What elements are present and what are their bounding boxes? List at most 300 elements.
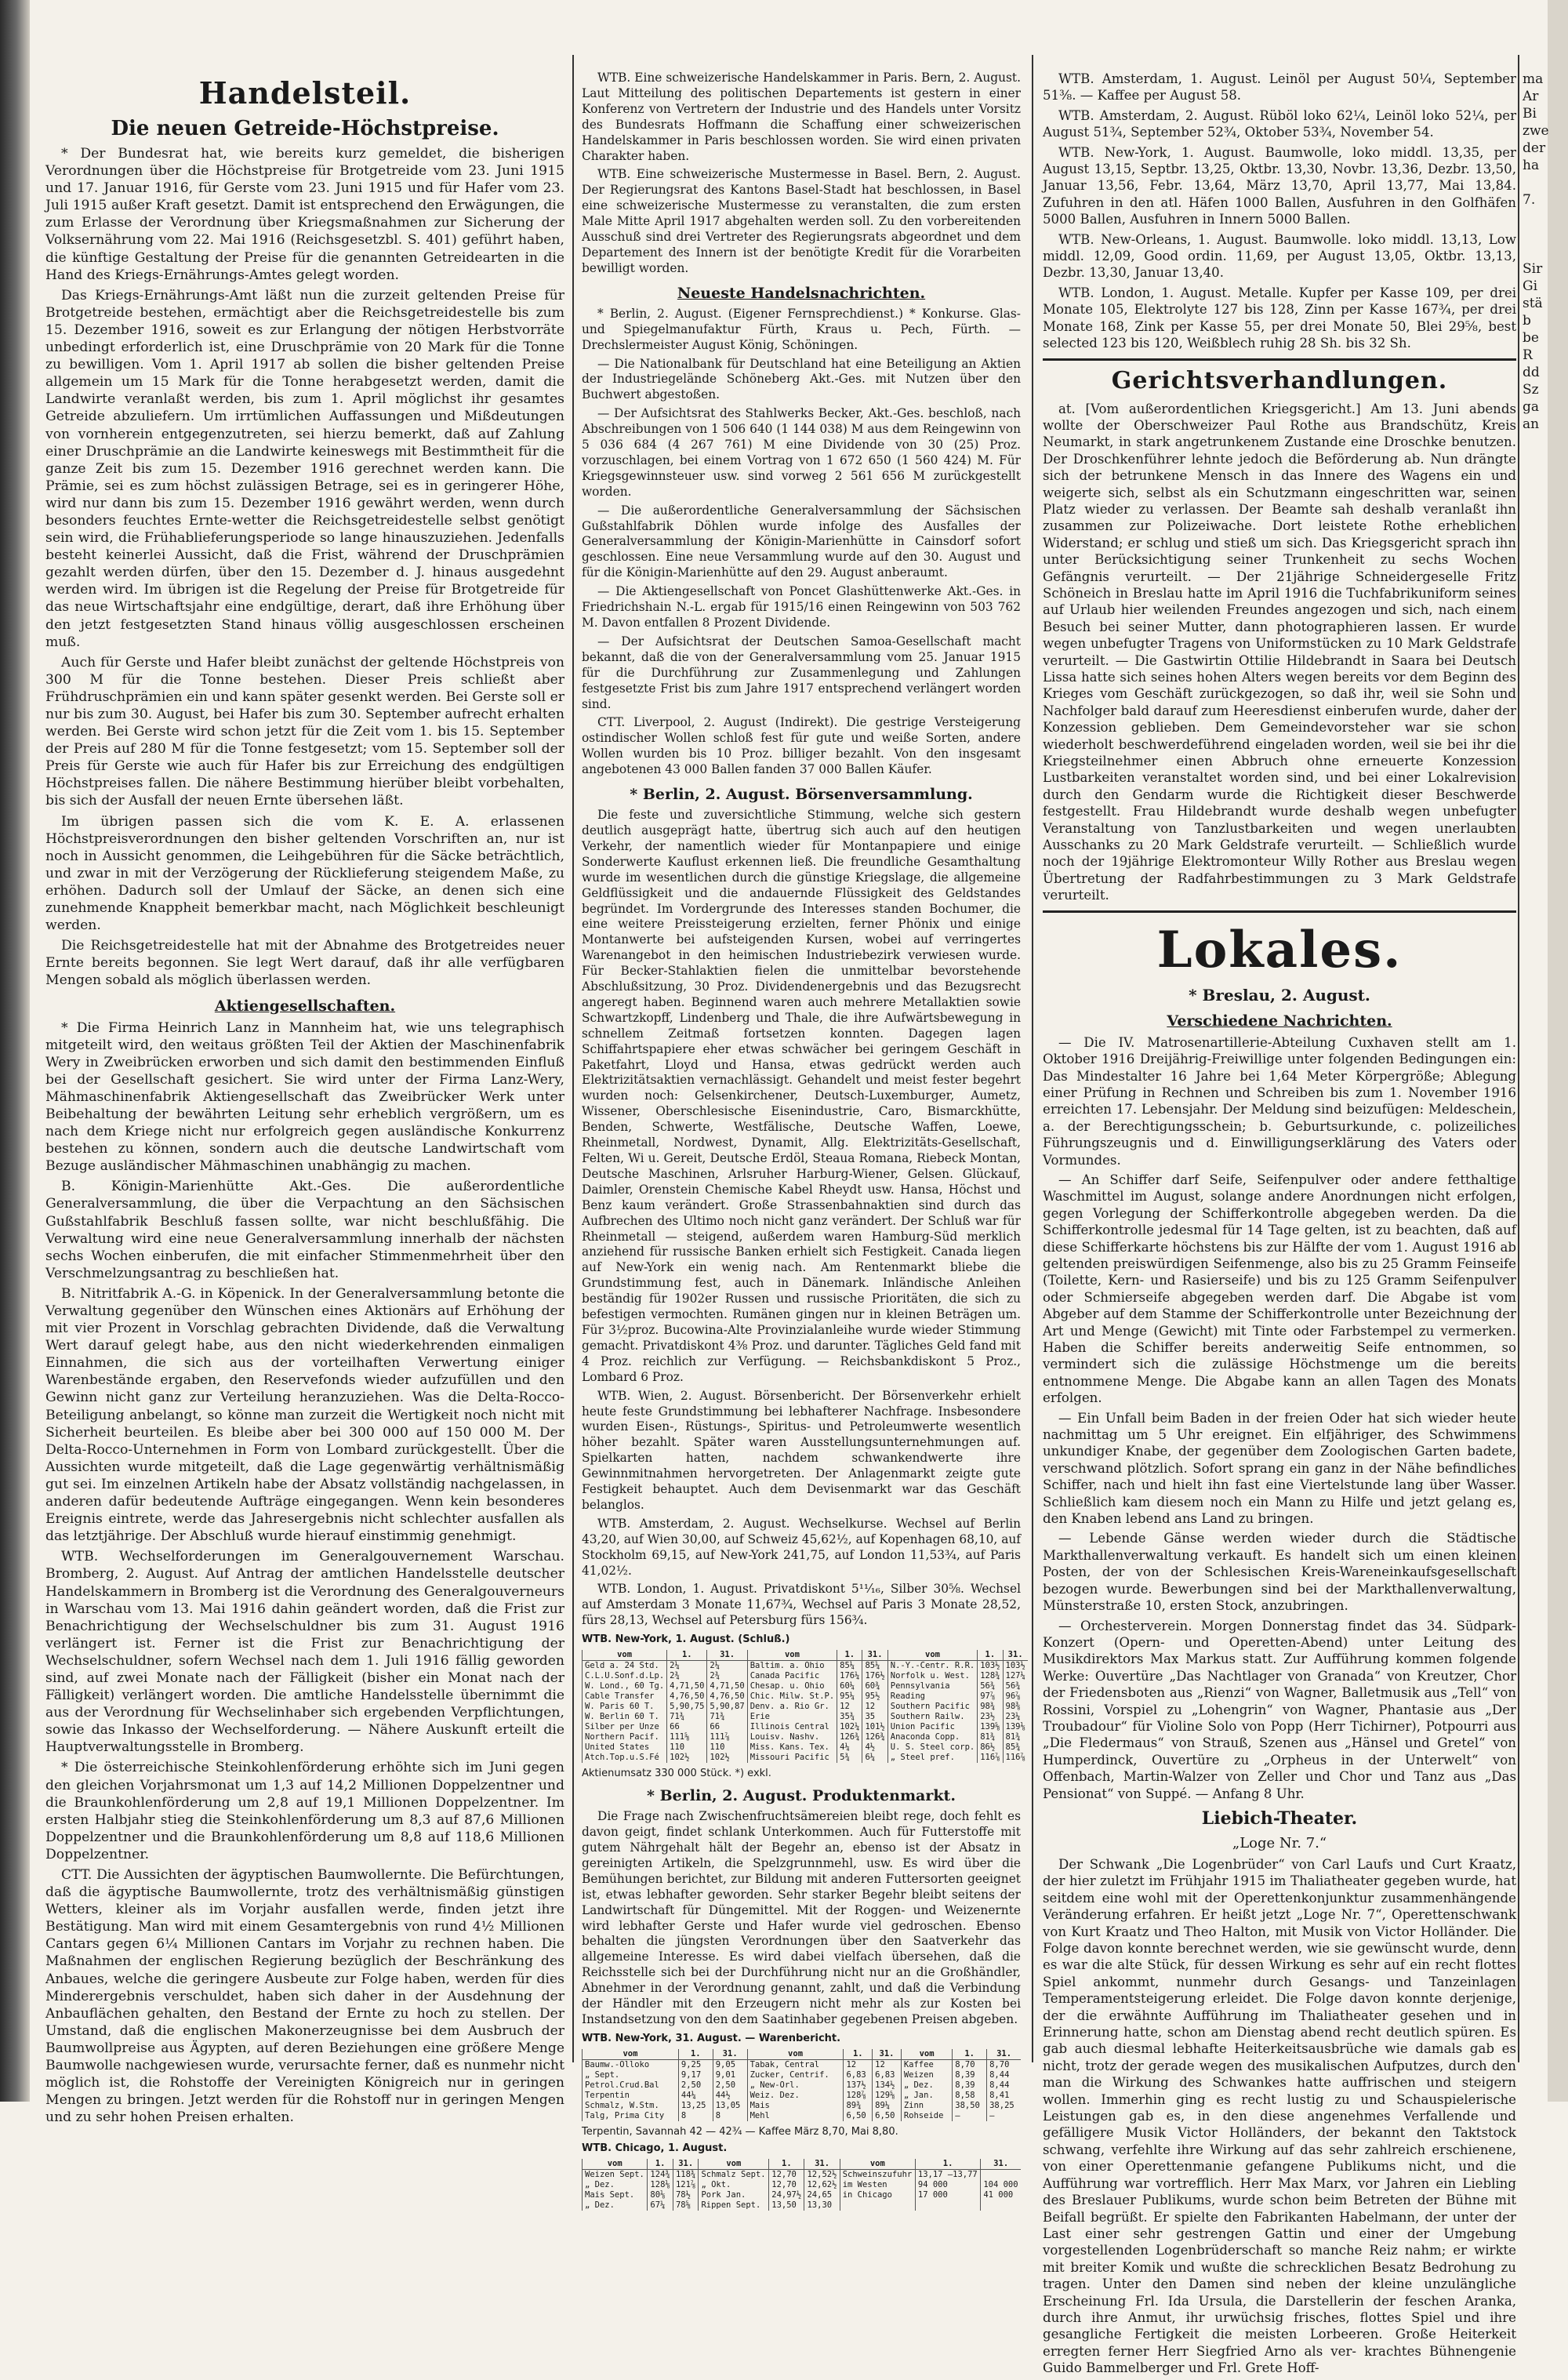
table-cell: Silber per Unze [583,1722,667,1732]
table-cell: 6,50 [873,2111,902,2121]
table-cell: 56¾ [1003,1681,1028,1691]
table-header-cell: vom [747,1650,837,1661]
subsection-title: * Berlin, 2. August. Produktenmarkt. [647,1787,956,1805]
table-cell: 78⅝ [673,2200,699,2211]
article-paragraph: Das Kriegs-Ernährungs-Amt läßt nun die zurzeit geltenden Preise für Brotgetreide bestehen, ermächtigt aber die Reichsgetreidestelle bis zum 15. Dezember 1916, soweit es zur Erlangung der nötigen Herbstvorräte unbedingt erforderlich ist, eine Druschprämie von 20 Mark für die Tonne zu bewilligen. Vom 1. April 1917 ab sollen die bisher geltenden Preise allgemein um 15 Mark für die Tonne herabgesetzt werden, damit die Landwirte veranlaßt werden, bis zum 1. April möglichst ihr gesamtes Getreide abzuliefern. Um irrtümlichen Auffassungen und Mißdeutungen von vornherein entgegenzutreten, sei hierzu bemerkt, daß auf Zahlung einer Druschprämie an die Landwirte keineswegs mit Bestimmtheit für die ganze Zeit bis zum 15. Dezember 1916 gerechnet werden kann. Die Prämie, sei es zum höchst zulässigen Betrage, sei es in geringerer Höhe, wird nur dann bis zum 15. Dezember 1916 gewährt werden, wenn durch besonders feuchtes Ernte-wetter die Reichsgetreidestelle selbst genötigt sein wird, die Frühablieferungsperiode so lange hinauszuziehen. Jedenfalls besteht keinerlei Aussicht, daß die Frist, während der Druschprämien gezahlt werden dürfen, über den 15. Dezember d. J. hinaus ausgedehnt werden wird. Im übrigen ist die Regelung der Preise für Brotgetreide für das neue Wirtschaftsjahr eine endgültige, derart, daß ihre Erhöhung über den jetzt festgesetzten Stand hinaus völlig ausgeschlossen erscheinen muß. [45,287,564,650]
table-header-cell: 31. [713,2049,747,2060]
cutoff-text-fragment [1523,209,1562,226]
cutoff-text-fragment: Sz [1523,382,1539,398]
column-3 [1043,71,1516,2380]
table-cell: 95½ [862,1691,887,1702]
table-cell: Southern Railw. [887,1712,977,1722]
table-header-cell: 31. [804,2159,840,2170]
table-cell: 78½ [673,2190,699,2200]
table-cell: 23½ [978,1712,1003,1722]
article-paragraph: — Die außerordentliche Generalversammlung der Sächsischen Gußstahlfabrik Döhlen wurde infolge des Ausfalles der Generalversammlung der Königin-Marienhütte in Cainsdorf sofort geschlossen. Eine neue Versammlung wurde auf den 30. August und für die Königin-Marienhütte auf den 29. August anberaumt. [582,503,1021,580]
table-cell: 85¼ [837,1661,862,1672]
table-cell: Mehl [747,2111,844,2121]
table-cell: Norfolk u. West. [887,1671,977,1681]
table-cell: Reading [887,1691,977,1702]
table-cell: 6,83 [873,2070,902,2080]
section-title: Lokales. [1156,920,1403,979]
section-rule [1043,358,1516,361]
table-cell: N.-Y.-Centr. R.R. [887,1661,977,1672]
table-cell: Kaffee [901,2059,952,2070]
table-cell: 8,39 [953,2070,987,2080]
table-cell: 126¾ [862,1732,887,1742]
cutoff-text-fragment: b [1523,313,1531,329]
table-cell: 96⅞ [1003,1691,1028,1702]
table-cell: 12 [873,2059,902,2070]
table-cell: „ Dez. [583,2180,648,2190]
table-row [583,1712,1028,1722]
table-cell: 13,30 [804,2200,840,2211]
cutoff-text-fragment: an [1523,416,1540,432]
table-header-cell: 31. [673,2159,699,2170]
table-header-row [583,2049,1022,2060]
table-cell: 137½ [844,2080,873,2091]
table-cell: 8,44 [987,2080,1021,2091]
table-row [583,1702,1028,1712]
table-footer: Aktienumsatz 330 000 Stück. *) exkl. [582,1768,771,1780]
table-cell: Weizen [901,2070,952,2080]
table-row [583,2059,1022,2070]
table-cell: Petrol.Crud.Bal [583,2080,679,2091]
column-1 [45,71,564,2129]
table-row [583,1671,1028,1681]
table-cell: 103½ [978,1661,1003,1672]
table-header-cell: 31. [873,2049,902,2060]
table-cell: 102¼ [837,1722,862,1732]
section-title: Gerichtsverhandlungen. [1111,366,1448,394]
table-cell: 126¾ [837,1732,862,1742]
table-row [583,2070,1022,2080]
table-cell: Weizen Sept. [583,2169,648,2180]
table-header-cell: 1. [837,1650,862,1661]
table-cell: 9,05 [713,2059,747,2070]
column-rule [1032,55,1033,2062]
table-header-cell: 31. [1003,1650,1028,1661]
table-cell: Baltim. a. Ohio [747,1661,837,1672]
table-cell: Denv. a. Rio Gr. [747,1702,837,1712]
table-cell: 56¾ [978,1681,1003,1691]
table-header-cell: 1. [769,2159,804,2170]
table-cell: Mais [747,2101,844,2111]
table-header-cell: 1. [915,2159,980,2170]
table-footer: Terpentin, Savannah 42 — 42¾ — Kaffee März 8,70, Mai 8,80. [582,2125,898,2138]
cutoff-text-fragment: der [1523,140,1546,156]
table-cell: 24,97½ [769,2190,804,2200]
table-cell: 5,90,87 [707,1702,747,1712]
table-cell: Terpentin [583,2091,679,2101]
table-row [583,1753,1028,1763]
subsection-title: Neueste Handelsnachrichten. [677,284,926,302]
table-row [583,1681,1028,1691]
cutoff-text-fragment: ga [1523,399,1540,415]
table-cell: 111⅝ [667,1732,707,1742]
table-cell: 6,83 [844,2070,873,2080]
table-cell [915,2200,980,2211]
headline: Die neuen Getreide-Höchstpreise. [111,117,499,140]
table-header-cell: 1. [648,2159,673,2170]
table-cell: Tabak, Central [747,2059,844,2070]
table-cell: Northern Pacif. [583,1732,667,1742]
table-cell: 12 [844,2059,873,2070]
article-paragraph: B. Königin-Marienhütte Akt.-Ges. Die außerordentliche Generalversammlung, die über die Verpachtung an den Sächsischen Gußstahlfabrik Beschluß fassen sollte, war nicht beschlußfähig. Die Verwaltung wird eine neue Generalversammlung innerhalb der nächsten sechs Wochen einberufen, die mit einfacher Stimmenmehrheit über den Verschmelzungsantrag zu beschließen hat. [45,1179,564,1281]
cutoff-text-fragment: Ar [1523,89,1539,104]
table-cell: 2,50 [678,2080,713,2091]
table-header-cell: 31. [987,2049,1021,2060]
table-cell: 121⅞ [673,2180,699,2190]
article-paragraph: WTB. Wien, 2. August. Börsenbericht. Der Börsenverkehr erhielt heute feste Grundstimmung bei lebhafterer Nachfrage. Insbesondere wurden Eisen-, Rüstungs-, Spiritus- und Petroleumwerte wesentlich höher bezahlt. Später waren Ausstellungsunternehmungen auf. Spielkarten hatten, nachdem schwankendwerte ihre Gewinnmitnahmen hervorgetreten. Der Anlagenmarkt zeigte gute Festigkeit behauptet. Auch dem Devisenmarkt war das Geschäft belanglos. [582,1388,1021,1512]
table-cell: 128⅞ [844,2091,873,2101]
table-cell: 102½ [667,1753,707,1763]
article-paragraph: — Der Aufsichtsrat des Stahlwerks Becker, Akt.-Ges. beschloß, nach Abschreibungen von 1 506 640 (1 144 038) M aus dem Reingewinn von 5 036 684 (4 267 761) M eine Dividende von 30 (25) Proz. vorzuschlagen, bei einem Vortrag von 1 672 650 (1 560 424) M. Für Kriegsgewinnsteuer usw. sind vorweg 2 561 656 M zurückgestellt worden. [582,406,1021,499]
table-cell: 8,70 [987,2059,1021,2070]
table-row [583,2169,1022,2180]
table-cell: 86½ [978,1742,1003,1753]
article-paragraph: WTB. Amsterdam, 1. August. Leinöl per August 50¼, September 51⅜. — Kaffee per August 58. [1043,71,1516,104]
table-cell: W. Paris 60 T. [583,1702,667,1712]
table-cell: Miss. Kans. Tex. [747,1742,837,1753]
table-cell: 102½ [707,1753,747,1763]
table-cell: Schweinszufuhr [840,2169,915,2180]
table-header-cell: 31. [707,1650,747,1661]
article-paragraph: Im übrigen passen sich die vom K. E. A. erlassenen Höchstpreisverordnungen den bisher geltenden Vorschriften an, nur ist noch in Aussicht genommen, die Leihgebühren für die Säcke beträchtlich, und zwar in mit der Verzögerung der Rücklieferung steigendem Maße, zu erhöhen. Dadurch soll der Umlauf der Säcke, an denen sich eine zunehmende Knappheit bemerkbar macht, nach Möglichkeit beschleunigt werden. [45,813,564,934]
table-cell: 12,70 [769,2169,804,2180]
table-cell: 89¾ [844,2101,873,2111]
table-cell: 13,50 [769,2200,804,2211]
subsection-title: * Berlin, 2. August. Börsenversammlung. [630,786,973,804]
article-paragraph: — Ein Unfall beim Baden in der freien Oder hat sich wieder heute nachmittag um 5 Uhr ereignet. Ein elfjähriger, des Schwimmens unkundiger Knabe, der gegenüber dem Zoologischen Garten badete, verschwand plötzlich. Sofort sprang ein ganz in der Nähe befindliches Schiffer, nach und hielt ihn fast eine Viertelstunde lang über Wasser. Schließlich kam diesem noch ein Mann zu Hilfe und jetzt gelang es, den Knaben lebend ans Land zu bringen. [1043,1410,1516,1527]
table-cell: 95¼ [837,1691,862,1702]
section-title: Handelsteil. [198,75,412,111]
table-cell: „ Dez. [583,2200,648,2211]
table-cell: Missouri Pacific [747,1753,837,1763]
article-paragraph: Die Reichsgetreidestelle hat mit der Abnahme des Brotgetreides neuer Ernte bereits begonnen. Sie legt Wert darauf, daß ihr alle verfügbaren Mengen sobald als möglich überlassen werden. [45,938,564,989]
table-row [583,2080,1022,2091]
table-header-cell: vom [901,2049,952,2060]
table-cell: 80⅛ [648,2190,673,2200]
table-cell: „ Steel pref. [887,1753,977,1763]
article-paragraph: — An Schiffer darf Seife, Seifenpulver oder andere fetthaltige Waschmittel im August, solange andere Anordnungen nicht erfolgen, gegen Vorlegung der Schifferkontrolle abgegeben werden. Da die Schifferkontrolle jedesmal für 14 Tage gelten, ist zu beachten, daß auf diese Schifferkarte höchstens bis zur Hälfte der vom 1. August 1916 ab geltenden preiswürdigen Seifenmenge, also bis zu 25 Gramm Feinseife (Toilette, Kern- und Rasierseife) und bis zu 125 Gramm Seifenpulver oder Schmierseife abgegeben werden darf. Die Abgabe ist vom Abgeber auf dem Stamme der Schifferkontrolle unter Bezeichnung der Art und Menge (Gewicht) mit Tinte oder Farbstempel zu vermerken. Haben die Schiffer bereits anderweitig Seife entnommen, so vermindert sich die zulässige Höchstmenge um die bereits entnommene Menge. Die Abgabe kann an allen Tagen des Monats erfolgen. [1043,1172,1516,1406]
table-cell [981,2200,1021,2211]
market-table [582,2159,1021,2211]
table-cell: 17 000 [915,2190,980,2200]
table-cell: 67¼ [648,2200,673,2211]
article-paragraph: WTB. Amsterdam, 2. August. Wechselkurse. Wechsel auf Berlin 43,20, auf Wien 30,00, auf Schweiz 45,62½, auf Kopenhagen 68,10, auf Stockholm 69,15, auf New-York 241,75, auf London 11,53¾, auf Paris 41,02½. [582,1516,1021,1578]
table-row [583,1742,1028,1753]
subsection-title: Liebich-Theater. [1201,1808,1358,1829]
table-row [583,2180,1022,2190]
table-cell: Southern Pacific [887,1702,977,1712]
article-paragraph: * Berlin, 2. August. (Eigener Fernsprechdienst.) * Konkurse. Glas- und Spiegelmanufaktur Fürth, Kraus u. Pech, Fürth. — Drechslermeister August König, Schöningen. [582,306,1021,352]
table-cell: 12,62½ [804,2180,840,2190]
table-cell: 4,71,50 [707,1681,747,1691]
table-cell: 38,50 [953,2101,987,2111]
table-cell: 4¼ [837,1742,862,1753]
table-header-cell: vom [583,1650,667,1661]
table-cell: Rippen Sept. [699,2200,769,2211]
table-cell: C.L.U.Sonf.d.Lp. [583,1671,667,1681]
table-cell: 81¾ [978,1732,1003,1742]
table-cell: 124¾ [648,2169,673,2180]
table-cell: — [953,2111,987,2121]
table-cell: 41 000 [981,2190,1021,2200]
table-cell: W. Lond., 60 Tg. [583,1681,667,1691]
table-cell: 24,65 [804,2190,840,2200]
play-title: „Loge Nr. 7.“ [1232,1834,1327,1851]
table-cell: 13,05 [713,2101,747,2111]
table-cell: Chic. Milw. St.P. [747,1691,837,1702]
table-cell: 2¾ [707,1671,747,1681]
article-paragraph: * Die Firma Heinrich Lanz in Mannheim hat, wie uns telegraphisch mitgeteilt wird, den weitaus größten Teil der Aktien der Maschinenfabrik Wery in Zweibrücken erworben und sich damit den bestimmenden Einfluß bei der Gesellschaft gesichert. Sie wird unter der Firma Lanz-Wery, Mähmaschinenfabrik Aktiengesellschaft das Zweibrücker Werk unter Beibehaltung der bewährten Leitung sehr erheblich vergrößern, um es nach dem Kriege nicht nur erfolgreich gegen ausländische Konkurrenz bestehen zu können, sondern auch die deutsche Landwirtschaft vom Bezuge ausländischer Mähmaschinen unabhängig zu machen. [45,1019,564,1175]
table-cell: 97⅞ [978,1691,1003,1702]
table-cell: 71¾ [707,1712,747,1722]
table-cell: 9,17 [678,2070,713,2080]
table-cell: Weiz. Dez. [747,2091,844,2101]
table-cell: 2¼ [667,1661,707,1672]
table-cell: im Westen [840,2180,915,2190]
table-cell: 176½ [862,1671,887,1681]
article-paragraph: WTB. Eine schweizerische Handelskammer in Paris. Bern, 2. August. Laut Mitteilung des politischen Departements ist gestern in einer Konferenz von Vertretern der Industrie und des Handels unter Vorsitz des Bundesrats Hoffmann die Schaffung einer schweizerischen Handelskammer in Paris beschlossen worden. Sie wird einen privaten Charakter haben. [582,71,1021,163]
table-cell: 44¼ [678,2091,713,2101]
table-header-cell: vom [747,2049,844,2060]
table-cell [840,2200,915,2211]
table-cell: 8,44 [987,2070,1021,2080]
table-cell: 4,76,50 [667,1691,707,1702]
table-cell: 35¾ [837,1712,862,1722]
table-cell: 139⅝ [978,1722,1003,1732]
article-paragraph: Der Schwank „Die Logenbrüder“ von Carl Laufs und Curt Kraatz, der hier zuletzt im Frühjahr 1915 im Thaliatheater gegeben wurde, hat seitdem eine wohl mit der Operettenkonjunktur zusammenhängende Veränderung erfahren. Er heißt jetzt „Loge Nr. 7“, Operettenschwank von Kurt Kraatz und Theo Halton, mit Musik von Victor Holländer. Die Folge davon konnte berechnet werden, wie sie gewünscht wurde, denn es war die alte Stück, für dessen Wirkung es sehr auf ein recht flottes Spiel ankommt, nunmehr durch Gesangs- und Tanzeinlagen Temperamentsteigerung erleidet. Die Folge davon konnte derjenige, der die erwähnte Aufführung im Thaliatheater gesehen und in Erinnerung hatte, schon am Dienstag abend recht deutlich spüren. Es gab auch diesmal lebhafte Heiterkeitsausbrüche wie damals gab es nicht, trotz der gerade wegen des musikalischen Aufputzes, durch den man die Wirkung des Schwankes hatte auffrischen und steigern wollen. Immerhin ging es recht lustig zu und Schauspielerische Leistungen gab es, in den diese angenehmes Verfallende und gefälligere Musik Victor Holländers, der bekannt den Taktstock schwang, verfehlte ihre Wirkung auf das sehr zahlreich erschienene, von einer Operettenmanie gefangene Publikums nicht, und die Aufführung war vortrefflich. Herr Max Marx, vor Jahren ein Liebling des Breslauer Publikums, wurde schon beim Betreten der Bühne mit Beifall begrüßt. Er spielte den Fabrikanten Habelmann, der unter der Last einer sehr gestrengen Gattin und einer der Umgebung vorgestellenden Logenbrüderschaft so manche Reiz nahm; er wirkte mit breiter Komik und wußte die schrecklichen Besatz Bedrohung zu tragen. Unter den Damen sind neben der kleine unzulängliche Erscheinung Frl. Ida Ursula, die Darstellerin der feschen Aranka, durch ihre Anmut, ihr urwüchsig frisches, flottes Spiel und ihre gesangliche Fertigkeit die meisten Lorbeeren. Große Heiterkeit erregten ferner Herr Siegfried Arno als ver- krachtes Bühnengenie Guido Bammelberger und Frl. Grete Hoff- [1043,1856,1516,2376]
cutoff-text-fragment [1523,226,1562,243]
cutoff-text-fragment: dd [1523,365,1540,380]
table-cell: Pennsylvania [887,1681,977,1691]
table-cell: 111⅞ [707,1732,747,1742]
table-cell: 60¼ [837,1681,862,1691]
cutoff-text-fragment [1523,174,1562,191]
article-paragraph: Die feste und zuversichtliche Stimmung, welche sich gestern deutlich ausgeprägt hatte, übertrug sich auch auf den heutigen Verkehr, der namentlich wieder für Montanpapiere und einige Sonderwerte Kauflust erkennen ließ. Die freundliche Gesamthaltung wurde im wesentlichen durch die günstige Kriegslage, die allgemeine Geldflüssigkeit und die andauernde Flüssigkeit des Geldstandes begründet. Im Vordergrunde des Interesses standen Bochumer, die eine weitere Preissteigerung erzielten, ferner Phönix und einige Montanwerte bei aufsteigenden Kursen, wobei auf verringertes Warenangebot in den heimischen Industriebezirk verwiesen wurde. Für Becker-Stahlaktien fielen die unmittelbar bevorstehende Abschlußsitzung, 30 Proz. Dividendenergebnis und das Bezugsrecht angeregt haben. Beginnend waren auch mehrere Metallaktien sowie Schwartzkopff, Lindenberg und Thale, die ihre Aufwärtsbewegung in schnellem Zeitmaß fortsetzen konnten. Dagegen lagen Schiffahrtspapiere eher etwas schwächer bei geringem Geschäft in Paketfahrt, Lloyd und Hansa, etwas gedrückt werden auch Elektrizitätsaktien vernachlässigt. Gehandelt und meist fester begehrt wurden noch: Gelsenkirchener, Deutsch-Luxemburger, Aumetz, Wissener, Oberschlesische Eisenindustrie, Caro, Bismarckhütte, Benden, Schwerte, Westfälische, Deutsche Waffen, Loewe, Rheinmetall, Nordwest, Dynamit, Allg. Elektrizitäts-Gesellschaft, Felten, Wi u. Gereit, Deutsche Erdöl, Steaua Romana, Riebeck Montan, Deutsche Maschinen, Arlsruher Harburg-Wiener, Gelsen. Glückauf, Daimler, Orenstein Chemische Kabel Rheydt usw. Hansa, Höchst und Benz kaum verändert. Große Strassenbahnaktien sind durch das Aufbrechen des Ultimo noch nicht ganz verändert. Der Schluß war für Rheinmetall — steigend, außerdem waren Hamburg-Süd merklich anziehend für russische Banken erhielt sich Festigkeit. Canada liegen auf New-York ein wenig nach. Am Rentenmarkt bliebe die Grundstimmung fest, auch in Dänemark. Inländische Anleihen beständig für 1902er Russen und russische Prioritäten, die sich zu befestigen vermochten. Rumänen gingen nur in kleinen Beträgen um. Für 3½proz. Bucowina-Alte Provinzialanleihe wurde wieder Stimmung gemacht. Privatdiskont 4⅜ Proz. und darunter. Tägliches Geld fand mit 4 Proz. reichlich zur Verfügung. — Reichsbankdiskont 5 Proz., Lombard 6 Proz. [582,808,1021,1384]
table-cell: Pork Jan. [699,2190,769,2200]
article-paragraph: WTB. Amsterdam, 2. August. Rüböl loko 62¼, Leinöl loko 52¼, per August 51¾, September 52¾, Oktober 53¾, November 54. [1043,107,1516,140]
cutoff-text-fragment: Gi [1523,278,1538,294]
table-cell: Cable Transfer [583,1691,667,1702]
market-table [582,1650,1028,1763]
table-row [583,2200,1022,2211]
table-cell: 5¾ [837,1753,862,1763]
table-cell: 44½ [713,2091,747,2101]
table-cell: 85¼ [862,1661,887,1672]
table-cell: 101½ [862,1722,887,1732]
table-cell: 129⅝ [873,2091,902,2101]
table-cell: 8,58 [953,2091,987,2101]
table-header-cell: 1. [667,1650,707,1661]
table-header-cell: vom [699,2159,769,2170]
table-row [583,1691,1028,1702]
cutoff-text-fragment [1523,243,1562,260]
column-2 [582,71,1025,2215]
cutoff-text-fragment: ma [1523,71,1544,87]
table-cell: 2¾ [667,1671,707,1681]
article-paragraph: WTB. New-York, 1. August. Baumwolle, loko middl. 13,35, per August 13,15, Septbr. 13,25, Oktbr. 13,30, Novbr. 13,36, Dezbr. 13,50, Januar 13,56, Febr. 13,64, März 13,70, April 13,77, Mai 13,84. Zufuhren in den atl. Häfen 1000 Ballen, Ausfuhren in den Golfhäfen 5000 Ballen, Ausfuhren in Innern 5000 Ballen. [1043,144,1516,227]
cutoff-text-fragment: Bi [1523,106,1537,122]
table-cell: 60¾ [862,1681,887,1691]
table-cell: „ Okt. [699,2180,769,2190]
table-cell: 98¾ [978,1702,1003,1712]
table-cell: Canada Pacific [747,1671,837,1681]
table-cell: Illinois Central [747,1722,837,1732]
table-cell: „ Sept. [583,2070,679,2080]
table-header-cell: 1. [678,2049,713,2060]
article-paragraph: * Der Bundesrat hat, wie bereits kurz gemeldet, die bisherigen Verordnungen über die Höchstpreise für Brotgetreide vom 23. Juni 1915 und 17. Januar 1916, für Gerste vom 23. Juni 1915 und für Hafer vom 23. Juli 1915 außer Kraft gesetzt. Damit ist entsprechend den Erwägungen, die zum Erlasse der Verordnung über Kriegsmaßnahmen zur Sicherung der Volksernährung vom 22. Mai 1916 (Reichsgesetzbl. S. 401) geführt haben, die künftige Gestaltung der Preise für die genannten Getreidearten in die Hand des Kriegs-Ernährungs-Amtes gelegt worden. [45,146,564,283]
table-row [583,2091,1022,2101]
table-cell: U. S. Steel corp. [887,1742,977,1753]
table-cell: 127¼ [1003,1671,1028,1681]
table-cell: W. Berlin 60 T. [583,1712,667,1722]
dateline: * Breslau, 2. August. [1189,985,1370,1005]
article-paragraph: WTB. London, 1. August. Metalle. Kupfer per Kasse 109, per drei Monate 105, Elektrolyte 127 bis 128, Zinn per Kasse 167¾, per drei Monate 168, Zink per Kasse 55, per drei Monate 50, Blei 29⅝, best selected 123 bis 120, Weißblech ruhig 28 Sh. bis 32 Sh. [1043,285,1516,351]
table-cell: Zinn [901,2101,952,2111]
article-paragraph: WTB. Wechselforderungen im Generalgouvernement Warschau. Bromberg, 2. August. Auf Antrag der amtlichen Handelsstelle deutscher Handelskammern in Bromberg ist die Verordnung des Generalgouverneurs in Warschau vom 13. Mai 1916 dahin geändert worden, daß die Frist zur Benachrichtigung der Wechselschuldner bis zum 31. August 1916 verlängert ist. Ferner ist die Frist zur Benachrichtigung der Wechselschuldner, sofern Wechsel nach dem 1. Juli 1916 fällig geworden sind, auf zwei Monate nach der Fälligkeit (bisher ein Monat nach der Fälligkeit) verlängert worden. Die amtliche Handelsstelle übernimmt die aus der Verordnung für Wechselinhaber sich ergebenden Verpflichtungen, sowie das Inkasso der Wechselforderung. — Nähere Auskunft erteilt die Hauptverwaltungsstelle in Bromberg. [45,1549,564,1756]
table-cell: United States [583,1742,667,1753]
table-cell: 4,76,50 [707,1691,747,1702]
table-cell: 176¼ [837,1671,862,1681]
table-row [583,1732,1028,1742]
subsection-title: Aktiengesellschaften. [214,997,396,1015]
article-paragraph: * Die österreichische Steinkohlenförderung erhöhte sich im Juni gegen den gleichen Vorjahrsmonat um 1,3 auf 14,2 Millionen Doppelzentner und die Braunkohlenförderung um 2,8 auf 19,1 Millionen Doppelzentner. Im ersten Halbjahr stieg die Steinkohlenförderung um 8,3 auf 87,6 Millionen Doppelzentner und die Braunkohlenförderung um 8,8 auf 118,6 Millionen Doppelzentner. [45,1760,564,1862]
table-cell: 13,25 [678,2101,713,2111]
article-paragraph: WTB. Eine schweizerische Mustermesse in Basel. Bern, 2. August. Der Regierungsrat des Kantons Basel-Stadt hat beschlossen, in Basel eine schweizerische Mustermesse zu veranstalten, die zum ersten Male Mitte April 1917 abgehalten werden soll. Zu den vorbereitenden Ausschuß sind drei Vertreter des Regierungsrats abgeordnet und dem Departement des Innern ist der benötigte Kredit für die Vorarbeiten bewilligt worden. [582,167,1021,275]
table-title: WTB. New-York, 31. August. — Warenbericht. [582,2032,841,2044]
table-cell: 71¾ [667,1712,707,1722]
article-paragraph: CTT. Liverpool, 2. August (Indirekt). Die gestrige Versteigerung ostindischer Wollen schloß fest für gute und weiße Sorten, andere Wollen wurden bis 10 Proz. billiger bezahlt. Von den insgesamt angebotenen 43 000 Ballen fanden 37 000 Ballen Käufer. [582,715,1021,777]
article-paragraph: — Der Aufsichtsrat der Deutschen Samoa-Gesellschaft macht bekannt, daß die von der Generalversammlung vom 25. Januar 1915 für die Durchführung zur Zusammenlegung und Zahlungen festgesetzte Frist bis zum Jahre 1917 entsprechend verlängert worden sind. [582,634,1021,711]
table-cell: 98⅜ [1003,1702,1028,1712]
table-header-cell: 31. [862,1650,887,1661]
table-cell: 8,39 [953,2080,987,2091]
table-cell: 4,71,50 [667,1681,707,1691]
column-4-cutoff [1523,71,1562,433]
table-cell: 8 [713,2111,747,2121]
table-header-cell: 1. [953,2049,987,2060]
table-cell: Schmalz Sept. [699,2169,769,2180]
table-cell: 104 000 [981,2180,1021,2190]
table-cell: Schmalz, W.Stm. [583,2101,679,2111]
table-row [583,2190,1022,2200]
article-paragraph: — Die Nationalbank für Deutschland hat eine Beteiligung an Aktien der Industriegelände Schöneberg Akt.-Ges. mit Nutzen über den Buchwert abgestoßen. [582,356,1021,402]
article-paragraph: CTT. Die Aussichten der ägyptischen Baumwollernte. Die Befürchtungen, daß die ägyptische Baumwollernte, trotz des verhältnismäßig günstigen Wetters, kleiner als im Vorjahr ausfallen werde, finden jetzt ihre Bestätigung. Man wird mit einem Gesamtergebnis von rund 4½ Millionen Cantars gegen 6¼ Millionen Cantars im Vorjahr zu rechnen haben. Die Maßnahmen der englischen Regierung bezüglich der Beschränkung des Anbaues, welche die geringere Ausbeute zur Folge haben, werden für dies Minderergebnis verschuldet, haben sich daher in der Ausdehnung der Anbauflächen gehalten, den Bestand der Ernte zu hoch zu stellen. Der Umstand, daß die englischen Makonerzeugnisse bei dem Ausbruch der Baumwollpreise aus Ägypten, auf deren Beziehungen eine größere Menge Baumwolle nachgewiesen wurde, verursachte ferner, daß es nunmehr nicht möglich ist, die Rohstoffe der Vereinigten Königreich nur in geringen Mengen zu bringen. Jetzt werden für die Rohstoff nur in geringen Mengen und zu sehr hohen Preisen erhalten. [45,1867,564,2126]
article-paragraph: WTB. New-Orleans, 1. August. Baumwolle. loko middl. 13,13, Low middl. 12,09, Good ordin. 11,69, per August 13,05, Oktbr. 13,13, Dezbr. 13,30, Januar 13,40. [1043,231,1516,281]
cutoff-text-fragment: ha [1523,158,1540,173]
cutoff-text-fragment: be [1523,330,1539,346]
table-header-row [583,1650,1028,1661]
table-cell: „ Dez. [901,2080,952,2091]
table-cell: 35 [862,1712,887,1722]
market-table [582,2049,1021,2121]
table-header-row [583,2159,1022,2170]
table-cell: 66 [667,1722,707,1732]
table-cell: 9,01 [713,2070,747,2080]
table-cell: 8,41 [987,2091,1021,2101]
article-paragraph: Die Frage nach Zwischenfruchtsämereien bleibt rege, doch fehlt es davon geigt, findet schlank Unterkommen. Auch für Futterstoffe mit gutem Nährgehalt hält der Begehr an, ebenso ist der Absatz in gereinigten Artikeln, die Spelzgrunnmehl, usw. Es wird über die Bemühungen berichtet, zur Bildung mit anderen Futtersorten geeignet ist, etwas lebhafter geworden. Sehr starker Begehr bleibt seitens der Landwirtschaft für Düngemittel. Mit der Roggen- und Weizenernte wird lebhafter Gerste und Hafer wurde viel gedroschen. Ebenso behalten die jüngsten Verordnungen über den Saatverkehr das allgemeine Interesse. Es wird dabei vielfach übersehen, daß die Reichsstelle sich bei der Durchführung nicht nur an die Großhändler, Abnehmer in der Verordnung genannt, zahlt, und daß die Verbindung der Händler mit den Erzeugern nicht mehr als zur Kosten bei Instandsetzung von den dem Saatinhaber gegebenen Preisen abgeben. [582,1809,1021,2026]
table-cell: 134½ [873,2080,902,2091]
table-cell: 128⅛ [648,2180,673,2190]
table-cell: 5,90,75 [667,1702,707,1712]
cutoff-text-fragment: Sir [1523,261,1543,277]
table-cell: Erie [747,1712,837,1722]
table-cell: 6,50 [844,2111,873,2121]
table-header-cell: 1. [978,1650,1003,1661]
table-cell: „ New-Orl. [747,2080,844,2091]
table-row [583,1722,1028,1732]
table-cell: Anaconda Copp. [887,1732,977,1742]
table-cell: 23¼ [1003,1712,1028,1722]
table-cell: 110 [667,1742,707,1753]
table-cell: 12 [837,1702,862,1712]
table-cell: 94 000 [915,2180,980,2190]
table-cell: Mais Sept. [583,2190,648,2200]
article-paragraph: — Die IV. Matrosenartillerie-Abteilung Cuxhaven stellt am 1. Oktober 1916 Dreijährig-Freiwillige unter folgenden Bedingungen ein: Das Mindestalter 16 Jahre bei 1,64 Meter Körpergröße; Ablegung einer Prüfung in Rechnen und Schreiben bis zum 1. November 1916 erreichten 17. Lebensjahr. Der Meldung sind beizufügen: Meldeschein, a. der Berechtigungsschein; b. Geburtsurkunde, c. polizeiliches Führungszeugnis und d. Einwilligungserklärung des Vaters oder Vormundes. [1043,1034,1516,1168]
table-header-cell: vom [583,2159,648,2170]
table-cell: 66 [707,1722,747,1732]
table-cell: 81¾ [1003,1732,1028,1742]
table-title: WTB. New-York, 1. August. (Schluß.) [582,1633,790,1646]
section-rule [1043,910,1516,913]
table-cell: 116⅞ [978,1753,1003,1763]
table-header-cell: vom [840,2159,915,2170]
table-row [583,2101,1022,2111]
table-row [583,1661,1028,1672]
table-cell: Atch.Top.u.S.Fé [583,1753,667,1763]
table-cell: — [987,2111,1021,2121]
article-paragraph: at. [Vom außerordentlichen Kriegsgericht.] Am 13. Juni abends wollte der Oberschweizer Paul Rothe aus Brandschütz, Kreis Neumarkt, in stark angetrunkenem Zustande eine Droschke benutzen. Der Droschkenführer lehnte jedoch die Beförderung ab. Nun drängte sich der betrunkene Mensch in das Innere des Wagens ein und weigerte sich, selbst als ein Schutzmann eingeschritten war, seinen Platz wieder zu verlassen. Der Beamte sah deshalb veranlaßt ihn zusammen zur Polizeiwache. Dort leistete Rothe erheblichen Widerstand; er schlug und stieß um sich. Das Kriegsgericht sprach ihn unter Berücksichtigung seiner Trunkenheit zu sechs Wochen Gefängnis verurteilt. — Der 21jährige Schneidergeselle Fritz Schöneich in Breslau hatte im April 1916 die Tuchfabrikuniform seines auf Urlaub hier weilenden Freundes angezogen und sich, nach einem Besuch bei seiner Mutter, dann photographieren lassen. Er wurde wegen unbefugter Tragens von Uniformstücken zu 10 Mark Geldstrafe verurteilt. — Die Gastwirtin Ottilie Hildebrandt in Saara bei Deutsch Lissa hatte sich seines hohen Alters wegen bereits vor dem Beginn des Krieges vom Geschäft zurückgezogen, so daß ihr, weil sie Sohn und Nachfolger bald darauf zum Heeresdienst einberufen wurde, daher der Konzession geblieben. Dem Gemeindevorsteher war sie schon wiederholt beschwerdeführend eingeladen worden, weil sie bei ihr die Kriegsteilnehmer einen Abbruch ohne erneuerte Konzession Lustbarkeiten veranstaltet worden sind, und bei einer Lokalrevision durch den Gendarm wurde die Richtigkeit dieser Beschwerde festgestellt. Frau Hildebrandt wurde deshalb wegen unbefugter Veranstaltung von Tanzlustbarkeiten und wegen unerlaubten Ausschanks zu 20 Mark Geldstrafe verurteilt. — Schließlich wurde noch der 19jährige Elektromonteur Willy Rother aus Breslau wegen Übertretung der Radfahrbestimmungen zu 3 Mark Geldstrafe verurteilt. [1043,401,1516,903]
table-cell: Louisv. Nashv. [747,1732,837,1742]
article-paragraph: WTB. London, 1. August. Privatdiskont 5¹¹⁄₁₆, Silber 30⅝. Wechsel auf Amsterdam 3 Monate 11,67¾, Wechsel auf Paris 3 Monate 28,52, fürs 28,13, Wechsel auf Petersburg fürs 156¾. [582,1582,1021,1628]
column-rule [1518,55,1519,2062]
table-header-cell: vom [583,2049,679,2060]
table-cell: Talg, Prima City [583,2111,679,2121]
table-cell: 2,50 [713,2080,747,2091]
table-header-cell: vom [887,1650,977,1661]
table-cell: 12,70 [769,2180,804,2190]
table-cell: 38,25 [987,2101,1021,2111]
table-cell: Zucker, Centrif. [747,2070,844,2080]
table-cell: 12,52½ [804,2169,840,2180]
cutoff-text-fragment: 7. [1523,192,1536,208]
column-rule [572,55,574,2062]
table-header-cell: 1. [844,2049,873,2060]
cutoff-text-fragment: R [1523,347,1533,363]
table-cell: 8,70 [953,2059,987,2070]
cutoff-text-fragment: stä [1523,296,1543,311]
table-cell: „ Jan. [901,2091,952,2101]
book-binding-shadow [0,0,30,2102]
table-cell: Baumw.-Olloko [583,2059,679,2070]
table-cell: 4½ [862,1742,887,1753]
table-cell: Rohseide [901,2111,952,2121]
table-cell: 116⅞ [1003,1753,1028,1763]
table-cell: 2¼ [707,1661,747,1672]
article-paragraph: — Lebende Gänse werden wieder durch die Städtische Markthallenverwaltung verkauft. Es handelt sich um einen kleinen Posten, der von der Schlesischen Kreis-Wareneinkaufsgesellschaft bezogen wurde. Bewerbungen sind bei der Markthallenverwaltung, Münsterstraße 10, ersten Stock, anzubringen. [1043,1531,1516,1614]
article-paragraph: — Die Aktiengesellschaft von Poncet Glashüttenwerke Akt.-Ges. in Friedrichshain N.-L. ergab für 1915/16 einen Reingewinn von 503 762 M. Davon entfallen 8 Prozent Dividende. [582,584,1021,630]
table-cell: 85¾ [1003,1742,1028,1753]
table-cell: 9,25 [678,2059,713,2070]
cutoff-text-fragment: zwe [1523,123,1549,139]
table-cell [981,2169,1021,2180]
subsection-title: Verschiedene Nachrichten. [1167,1012,1392,1030]
table-cell: 13,17 —13,77 [915,2169,980,2180]
table-cell: 8 [678,2111,713,2121]
